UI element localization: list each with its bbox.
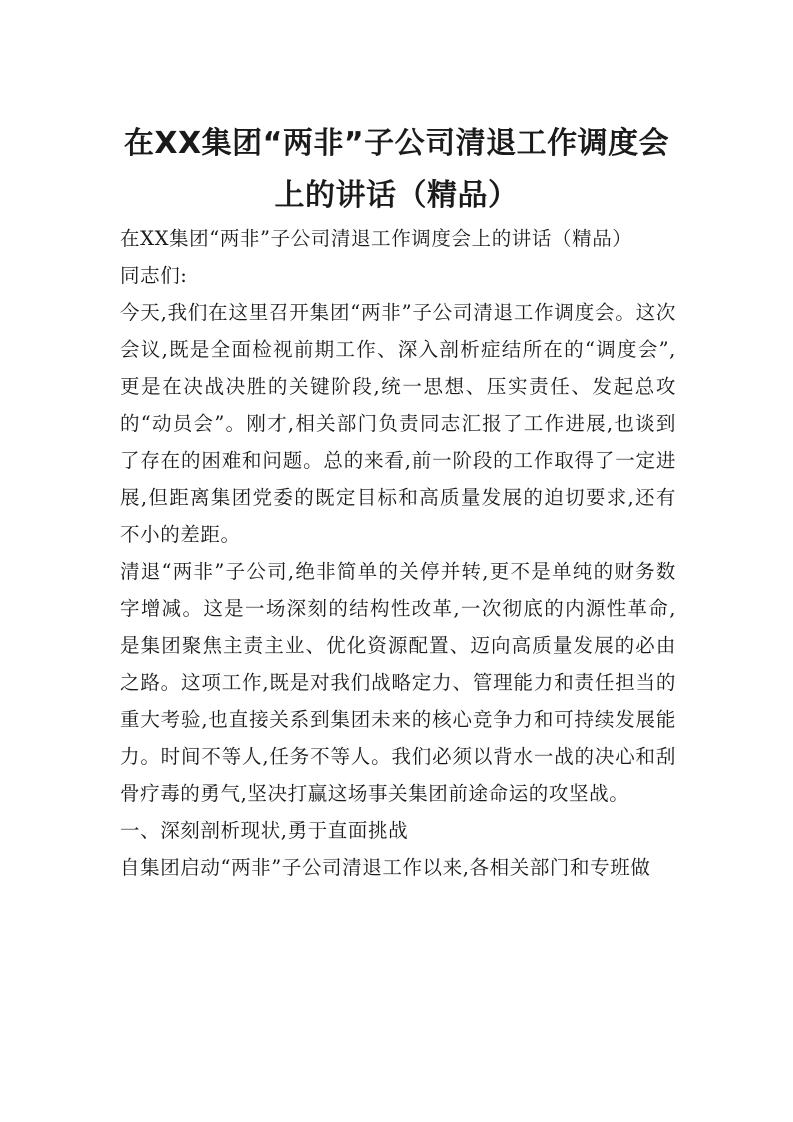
document-body bbox=[120, 220, 676, 886]
body-paragraph: 今天,我们在这里召开集团“两非”子公司清退工作调度会。这次会议,既是全面检视前期工作、深入剖析症结所在的“调度会”,更是在决战决胜的关键阶段,统一思想、压实责任、发起总攻的“动员会”。刚才,相关部门负责同志汇报了工作进展,也谈到了存在的困难和问题。总的来看,前一阶段的工作取得了一定进展,但距离集团党委的既定目标和高质量发展的迫切要求,还有不小的差距。 bbox=[120, 301, 676, 546]
body-paragraph-repeat-title: 在XX集团“两非”子公司清退工作调度会上的讲话（精品） bbox=[120, 227, 633, 250]
body-paragraph: 清退“两非”子公司,绝非简单的关停并转,更不是单纯的财务数字增减。这是一场深刻的结构性改革,一次彻底的内源性革命,是集团聚焦主责主业、优化资源配置、迈向高质量发展的必由之路。这项工作,既是对我们战略定力、管理能力和责任担当的重大考验,也直接关系到集团未来的核心竞争力和可持续发展能力。时间不等人,任务不等人。我们必须以背水一战的决心和刮骨疗毒的勇气,坚决打赢这场事关集团前途命运的攻坚战。 bbox=[120, 560, 676, 805]
document-title: 在XX集团“两非”子公司清退工作调度会上的讲话（精品） bbox=[123, 126, 670, 213]
section-heading: 一、深刻剖析现状,勇于直面挑战 bbox=[120, 819, 409, 842]
body-paragraph-salutation: 同志们: bbox=[120, 264, 188, 287]
body-paragraph: 自集团启动“两非”子公司清退工作以来,各相关部门和专班做 bbox=[120, 856, 651, 879]
